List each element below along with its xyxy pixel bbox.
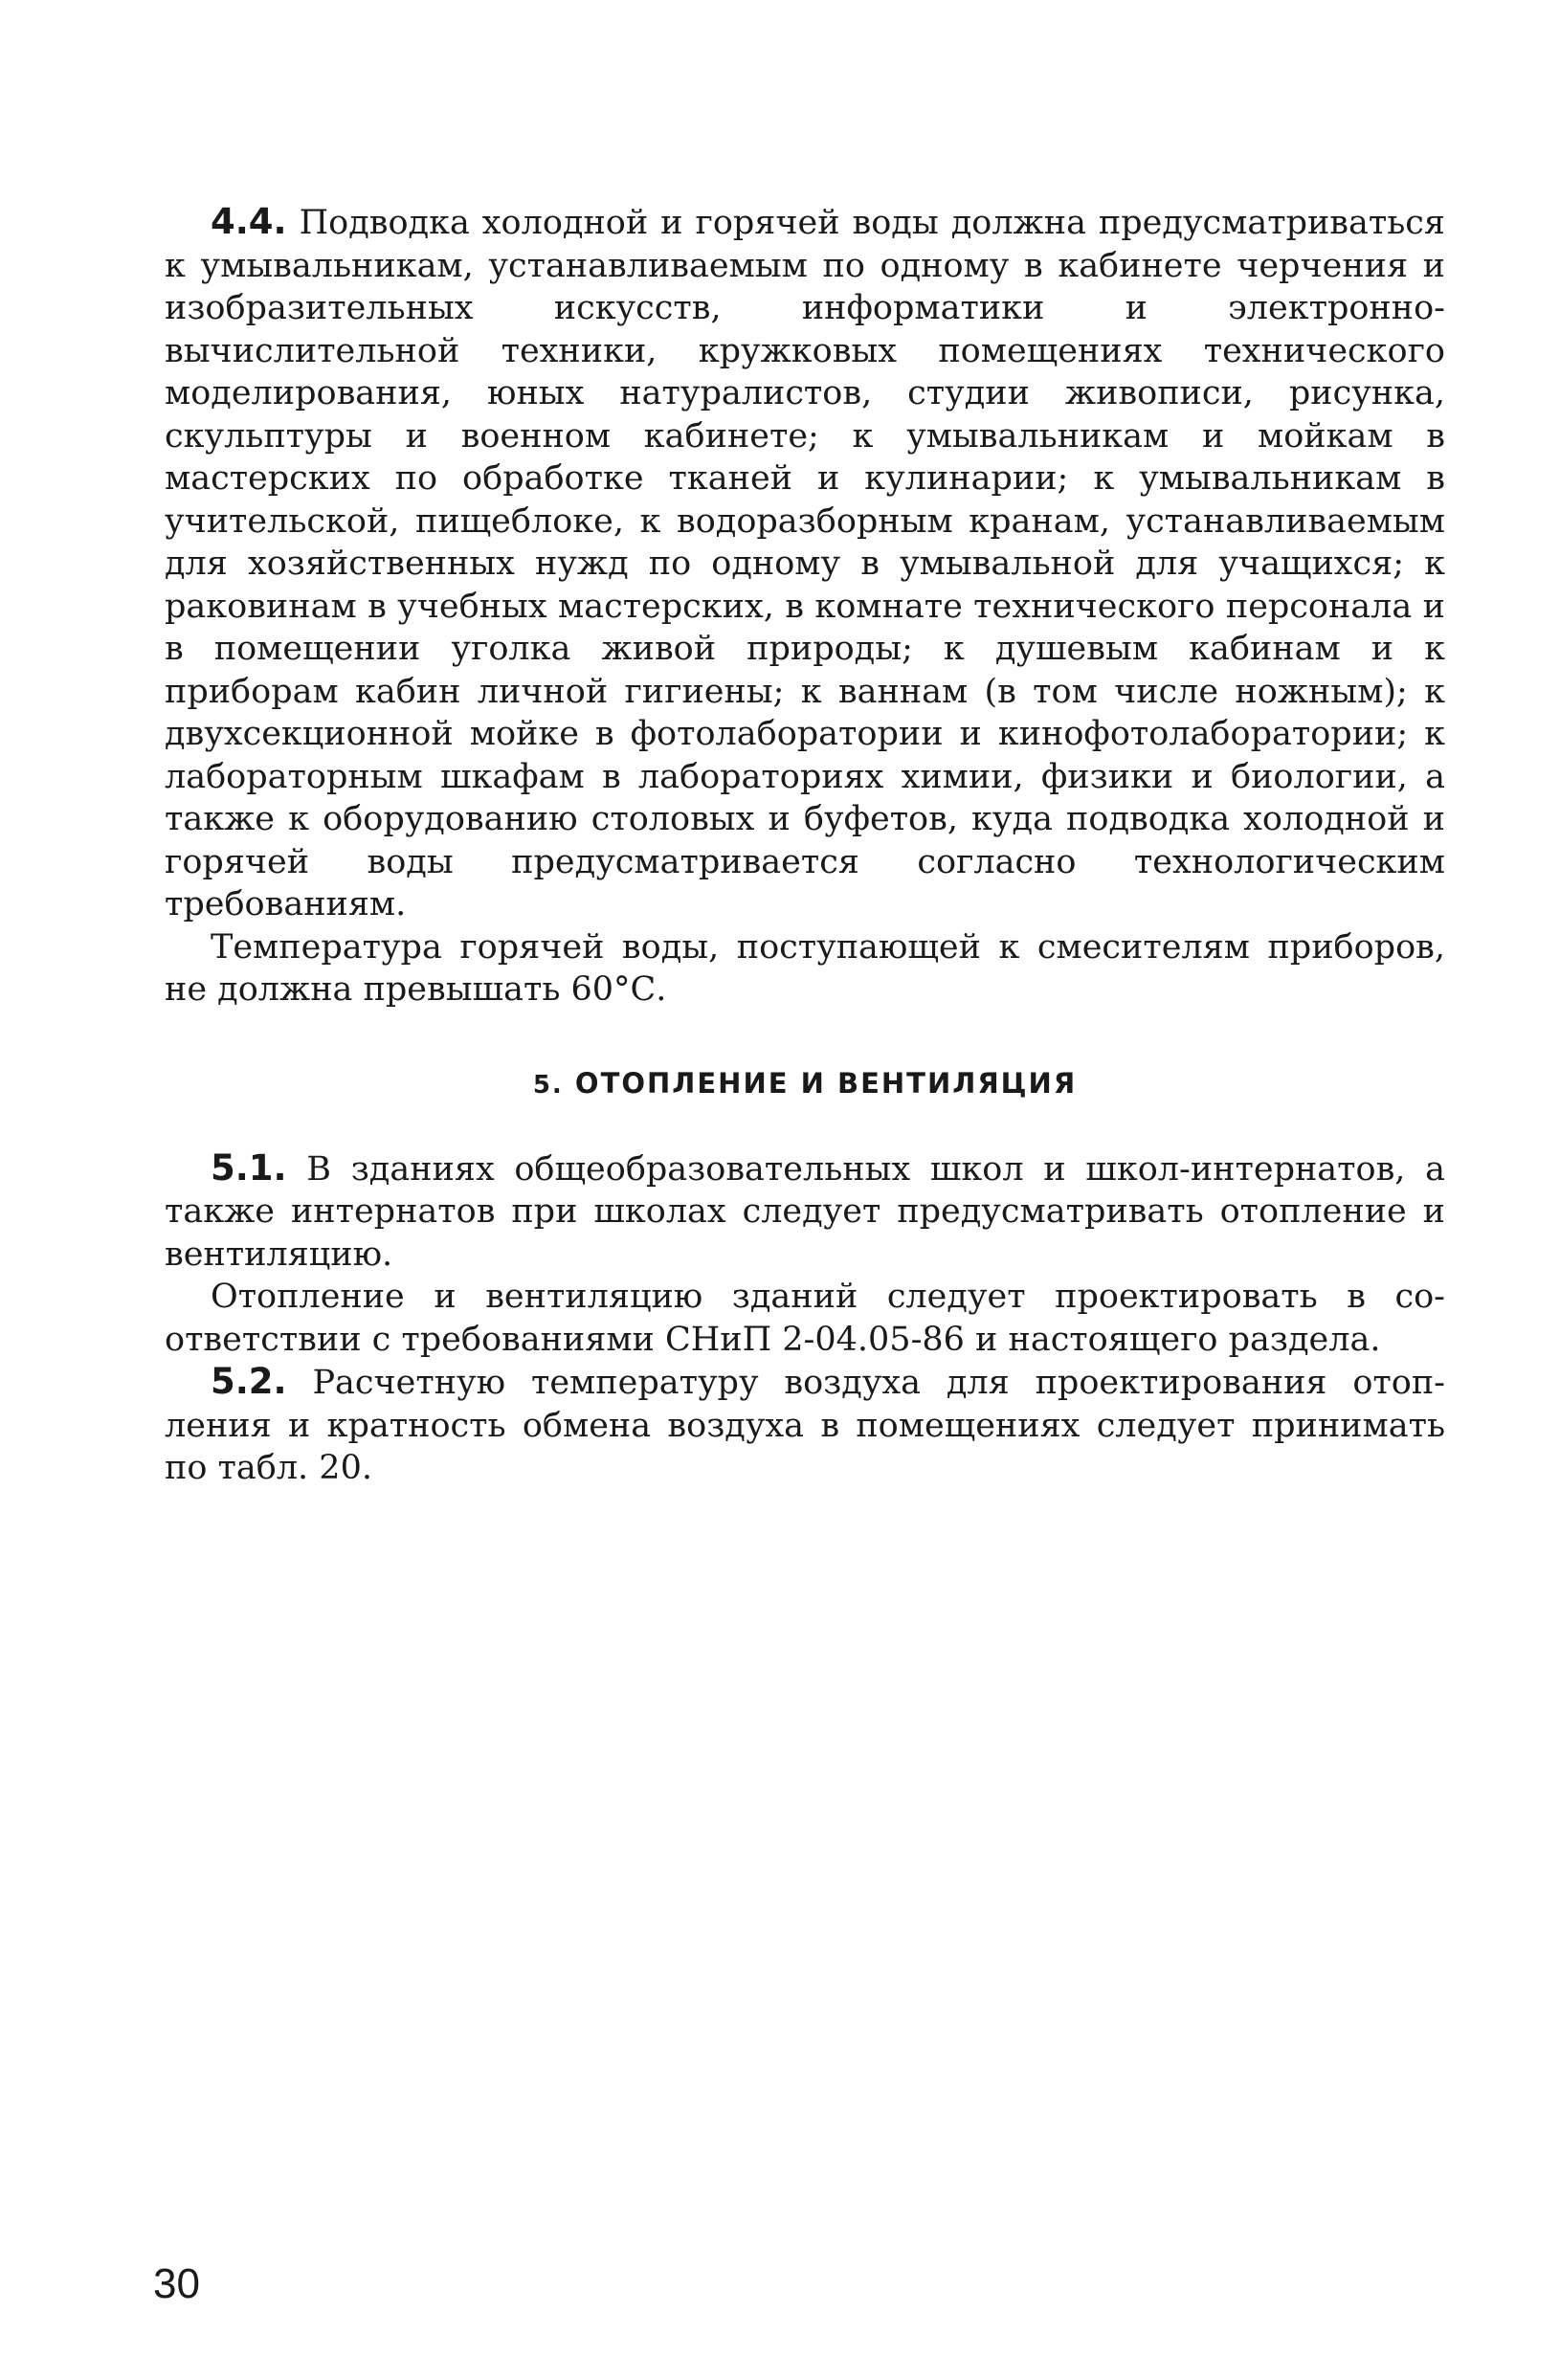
paragraph-5-1-second [165, 1276, 1445, 1361]
paragraph-4-4-text: Подводка холодной и горячей воды должна предусматриваться к умывальникам, устанавливаемым по одному в кабинете черчения и изобразительных искусств, информатики и электронновычислительной техники, кружковых помещениях технического моделирования, юных натуралистов, студии живописи, рисунка, скульптуры и военном кабинете; к умывальникам и мойкам в мастерских по обработке тканей и кулинарии; к умывальникам в учительской, пищеблоке, к водоразборным кранам, устанавливаемым для хозяйственных нужд по одному в умывальной для учащихся; к раковинам в учебных мастерских, в комнате технического персонала и в помещении уголка живой природы; к душевым кабинам и к приборам кабин личной гигиены; к ваннам (в том числе ножным); к двухсекционной мойке в фотолаборатории и кинофотолаборатории; к лабораторным шкафам в лабораториях химии, физики и биологии, а также к оборудованию столовых и буфетов, куда подводка холодной и горячей воды предусматривается согласно технологическим требованиям. [165, 204, 1445, 923]
paragraph-5-2 [165, 1361, 1445, 1490]
section-5-number: 5. [532, 1070, 564, 1100]
paragraph-5-1-second-text: Отопление и вентиляцию зданий следует проектировать в соответствии с требованиями СНиП 2-04.05-86 и настоящего раздела. [165, 1278, 1445, 1359]
page-number: 30 [153, 2260, 200, 2307]
document-page [165, 201, 1445, 1490]
paragraph-5-1-text: В зданиях общеобразовательных школ и школ-интернатов, а также интернатов при школах следует предусматривать отопление и вентиляцию. [165, 1149, 1445, 1274]
paragraph-4-4 [165, 201, 1445, 926]
paragraph-5-1 [165, 1147, 1445, 1277]
section-5-heading [165, 1067, 1445, 1100]
section-5-title: ОТОПЛЕНИЕ И ВЕНТИЛЯЦИЯ [574, 1066, 1078, 1100]
clause-number-5-1: 5.1. [211, 1146, 287, 1189]
clause-number-5-2: 5.2. [211, 1361, 287, 1402]
paragraph-5-2-text: Расчетную температуру воздуха для проектирования отопления и кратность обмена воздуха в помещениях следует принимать по табл. 20. [165, 1364, 1445, 1487]
clause-number-4-4: 4.4. [211, 201, 287, 242]
paragraph-4-4-temperature [165, 926, 1445, 1012]
paragraph-4-4-temperature-text: Температура горячей воды, поступающей к смесителям приборов, не должна превышать 60°С. [165, 927, 1445, 1009]
